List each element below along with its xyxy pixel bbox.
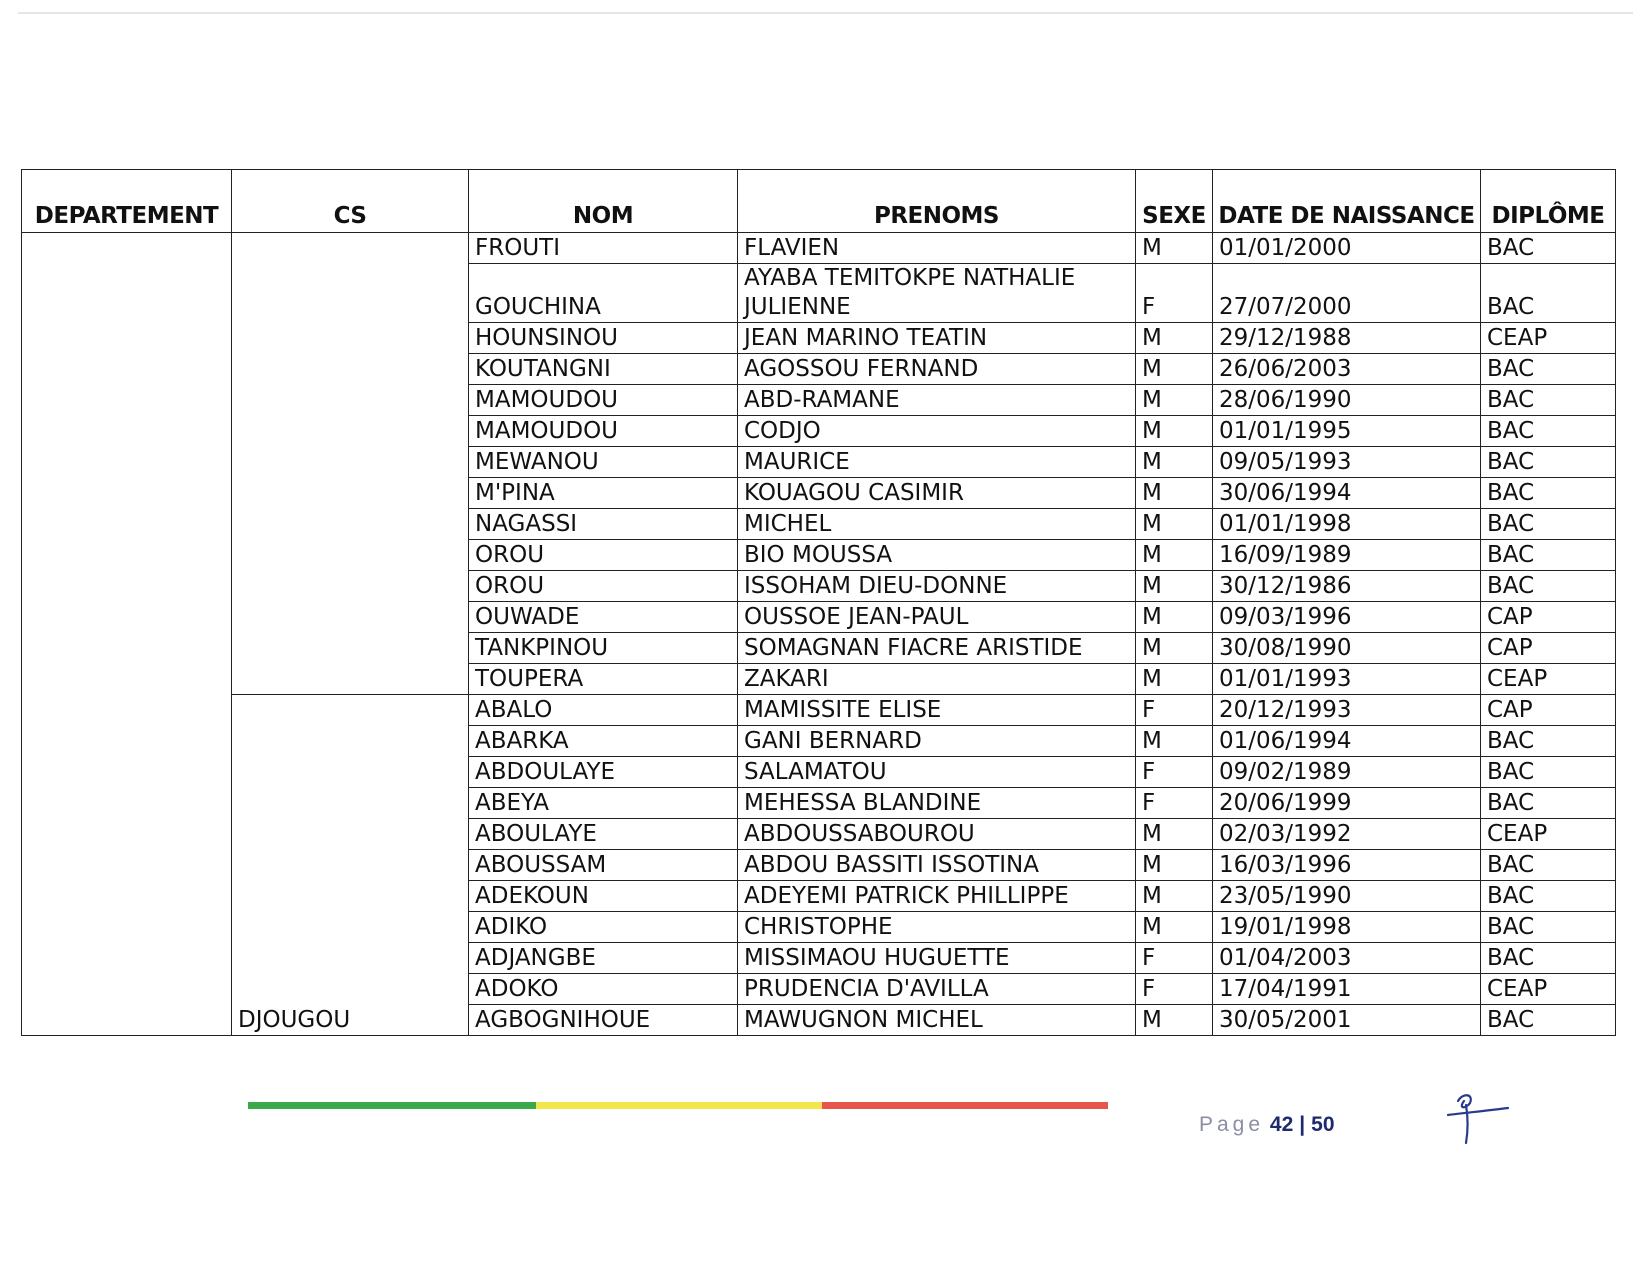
page-current: 42	[1269, 1113, 1294, 1136]
cell-prenoms: AYABA TEMITOKPE NATHALIE JULIENNE	[738, 264, 1136, 323]
cell-diplome: BAC	[1481, 540, 1616, 571]
cell-nom: OROU	[469, 571, 738, 602]
cell-date-naissance: 20/06/1999	[1213, 788, 1481, 819]
cell-sexe: M	[1136, 912, 1213, 943]
cell-diplome: BAC	[1481, 881, 1616, 912]
cell-diplome: BAC	[1481, 416, 1616, 447]
cell-sexe: M	[1136, 540, 1213, 571]
cell-prenoms: GANI BERNARD	[738, 726, 1136, 757]
cell-departement	[22, 233, 232, 1036]
cell-date-naissance: 30/08/1990	[1213, 633, 1481, 664]
cell-nom: MAMOUDOU	[469, 385, 738, 416]
cell-sexe: F	[1136, 264, 1213, 323]
cell-nom: ADIKO	[469, 912, 738, 943]
cell-diplome: BAC	[1481, 571, 1616, 602]
cell-date-naissance: 16/09/1989	[1213, 540, 1481, 571]
cell-date-naissance: 01/01/2000	[1213, 233, 1481, 264]
cell-cs	[232, 233, 469, 695]
cell-prenoms: MAWUGNON MICHEL	[738, 1005, 1136, 1036]
cell-nom: M'PINA	[469, 478, 738, 509]
cell-nom: MAMOUDOU	[469, 416, 738, 447]
cell-prenoms: CHRISTOPHE	[738, 912, 1136, 943]
cell-nom: HOUNSINOU	[469, 323, 738, 354]
cell-diplome: CAP	[1481, 695, 1616, 726]
cell-diplome: BAC	[1481, 264, 1616, 323]
cell-sexe: M	[1136, 323, 1213, 354]
cell-diplome: CEAP	[1481, 974, 1616, 1005]
cell-sexe: M	[1136, 233, 1213, 264]
cell-sexe: M	[1136, 385, 1213, 416]
cell-date-naissance: 28/06/1990	[1213, 385, 1481, 416]
cell-prenoms: BIO MOUSSA	[738, 540, 1136, 571]
cell-diplome: BAC	[1481, 354, 1616, 385]
cell-diplome: BAC	[1481, 757, 1616, 788]
cell-nom: ABEYA	[469, 788, 738, 819]
table-row	[22, 695, 1616, 726]
cell-diplome: BAC	[1481, 850, 1616, 881]
cell-date-naissance: 27/07/2000	[1213, 264, 1481, 323]
header-nom: NOM	[469, 170, 738, 233]
cell-prenoms: MEHESSA BLANDINE	[738, 788, 1136, 819]
table-row	[22, 233, 1616, 264]
cell-sexe: M	[1136, 447, 1213, 478]
cell-date-naissance: 01/01/1998	[1213, 509, 1481, 540]
cell-sexe: M	[1136, 850, 1213, 881]
flag-stripe-yellow	[536, 1102, 822, 1109]
cell-prenoms: SOMAGNAN FIACRE ARISTIDE	[738, 633, 1136, 664]
cell-prenoms: ABDOU BASSITI ISSOTINA	[738, 850, 1136, 881]
cell-date-naissance: 23/05/1990	[1213, 881, 1481, 912]
cell-prenoms: MISSIMAOU HUGUETTE	[738, 943, 1136, 974]
header-prenoms: PRENOMS	[738, 170, 1136, 233]
cell-nom: KOUTANGNI	[469, 354, 738, 385]
signature-mark	[1444, 1087, 1514, 1147]
header-row	[22, 170, 1616, 233]
cell-sexe: F	[1136, 943, 1213, 974]
cell-diplome: BAC	[1481, 726, 1616, 757]
cell-prenoms: AGOSSOU FERNAND	[738, 354, 1136, 385]
cell-date-naissance: 09/02/1989	[1213, 757, 1481, 788]
cell-date-naissance: 29/12/1988	[1213, 323, 1481, 354]
cell-prenoms: FLAVIEN	[738, 233, 1136, 264]
cell-nom: FROUTI	[469, 233, 738, 264]
cell-nom: ADOKO	[469, 974, 738, 1005]
flag-stripe-red	[822, 1102, 1108, 1109]
top-rule	[18, 12, 1633, 14]
cell-sexe: M	[1136, 819, 1213, 850]
cell-date-naissance: 02/03/1992	[1213, 819, 1481, 850]
cell-sexe: M	[1136, 416, 1213, 447]
cell-diplome: BAC	[1481, 912, 1616, 943]
cell-prenoms: ZAKARI	[738, 664, 1136, 695]
cell-nom: OUWADE	[469, 602, 738, 633]
cell-nom: ADEKOUN	[469, 881, 738, 912]
cell-date-naissance: 09/03/1996	[1213, 602, 1481, 633]
cell-sexe: F	[1136, 757, 1213, 788]
flag-stripe-green	[248, 1102, 536, 1109]
cell-diplome: BAC	[1481, 1005, 1616, 1036]
cell-nom: TOUPERA	[469, 664, 738, 695]
cell-prenoms: MAMISSITE ELISE	[738, 695, 1136, 726]
cell-date-naissance: 30/06/1994	[1213, 478, 1481, 509]
cell-date-naissance: 30/05/2001	[1213, 1005, 1481, 1036]
cell-date-naissance: 30/12/1986	[1213, 571, 1481, 602]
cell-diplome: BAC	[1481, 788, 1616, 819]
cell-nom: ABDOULAYE	[469, 757, 738, 788]
roster-table	[21, 169, 1616, 1036]
cell-nom: OROU	[469, 540, 738, 571]
cell-sexe: M	[1136, 1005, 1213, 1036]
cell-date-naissance: 01/06/1994	[1213, 726, 1481, 757]
cell-prenoms: JEAN MARINO TEATIN	[738, 323, 1136, 354]
cell-date-naissance: 01/01/1993	[1213, 664, 1481, 695]
cell-nom: ABALO	[469, 695, 738, 726]
cell-prenoms: MAURICE	[738, 447, 1136, 478]
cell-prenoms: CODJO	[738, 416, 1136, 447]
cell-nom: MEWANOU	[469, 447, 738, 478]
cell-cs: DJOUGOU	[232, 695, 469, 1036]
header-cs: CS	[232, 170, 469, 233]
header-sexe: SEXE	[1136, 170, 1213, 233]
cell-sexe: M	[1136, 571, 1213, 602]
cell-diplome: BAC	[1481, 447, 1616, 478]
cell-nom: ADJANGBE	[469, 943, 738, 974]
cell-nom: GOUCHINA	[469, 264, 738, 323]
cell-sexe: F	[1136, 788, 1213, 819]
page-number	[1199, 1113, 1335, 1137]
cell-date-naissance: 26/06/2003	[1213, 354, 1481, 385]
header-diplome: DIPLÔME	[1481, 170, 1616, 233]
cell-sexe: M	[1136, 881, 1213, 912]
roster-body	[22, 233, 1616, 1036]
cell-sexe: M	[1136, 509, 1213, 540]
cell-nom: ABOUSSAM	[469, 850, 738, 881]
cell-prenoms: OUSSOE JEAN-PAUL	[738, 602, 1136, 633]
page-total: 50	[1311, 1113, 1335, 1136]
cell-diplome: CEAP	[1481, 819, 1616, 850]
cell-nom: ABARKA	[469, 726, 738, 757]
cell-sexe: F	[1136, 695, 1213, 726]
cell-nom: TANKPINOU	[469, 633, 738, 664]
cell-prenoms: ABDOUSSABOUROU	[738, 819, 1136, 850]
page-separator: |	[1299, 1113, 1306, 1136]
cell-date-naissance: 20/12/1993	[1213, 695, 1481, 726]
header-departement: DEPARTEMENT	[22, 170, 232, 233]
cell-diplome: CEAP	[1481, 664, 1616, 695]
cell-diplome: BAC	[1481, 509, 1616, 540]
cell-nom: AGBOGNIHOUE	[469, 1005, 738, 1036]
cell-sexe: F	[1136, 974, 1213, 1005]
cell-sexe: M	[1136, 633, 1213, 664]
cell-date-naissance: 16/03/1996	[1213, 850, 1481, 881]
cell-diplome: BAC	[1481, 385, 1616, 416]
cell-diplome: BAC	[1481, 233, 1616, 264]
cell-diplome: BAC	[1481, 943, 1616, 974]
cell-nom: ABOULAYE	[469, 819, 738, 850]
cell-sexe: M	[1136, 726, 1213, 757]
cell-prenoms: KOUAGOU CASIMIR	[738, 478, 1136, 509]
cell-prenoms: ISSOHAM DIEU-DONNE	[738, 571, 1136, 602]
cell-date-naissance: 19/01/1998	[1213, 912, 1481, 943]
cell-diplome: CEAP	[1481, 323, 1616, 354]
cell-date-naissance: 01/01/1995	[1213, 416, 1481, 447]
cell-sexe: M	[1136, 354, 1213, 385]
page-label: Page	[1199, 1113, 1265, 1136]
cell-sexe: M	[1136, 602, 1213, 633]
cell-date-naissance: 17/04/1991	[1213, 974, 1481, 1005]
cell-prenoms: SALAMATOU	[738, 757, 1136, 788]
cell-diplome: CAP	[1481, 602, 1616, 633]
header-date-naissance: DATE DE NAISSANCE	[1213, 170, 1481, 233]
cell-sexe: M	[1136, 664, 1213, 695]
cell-diplome: BAC	[1481, 478, 1616, 509]
cell-date-naissance: 09/05/1993	[1213, 447, 1481, 478]
cell-date-naissance: 01/04/2003	[1213, 943, 1481, 974]
cell-sexe: M	[1136, 478, 1213, 509]
cell-prenoms: PRUDENCIA D'AVILLA	[738, 974, 1136, 1005]
cell-prenoms: ADEYEMI PATRICK PHILLIPPE	[738, 881, 1136, 912]
cell-prenoms: MICHEL	[738, 509, 1136, 540]
cell-nom: NAGASSI	[469, 509, 738, 540]
cell-prenoms: ABD-RAMANE	[738, 385, 1136, 416]
cell-diplome: CAP	[1481, 633, 1616, 664]
